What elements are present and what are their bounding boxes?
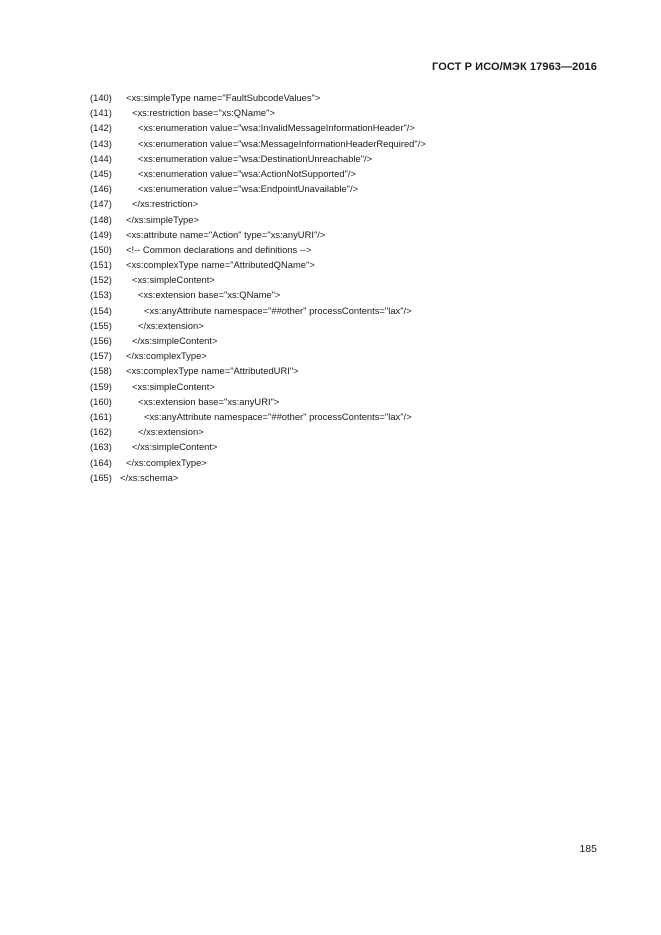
line-number: (145) bbox=[90, 167, 112, 179]
code-line bbox=[90, 318, 590, 333]
line-number: (142) bbox=[90, 122, 112, 134]
code-line bbox=[90, 257, 590, 272]
line-code: </xs:extension> bbox=[138, 319, 204, 331]
line-number: (164) bbox=[90, 456, 112, 468]
code-line bbox=[90, 379, 590, 394]
document-header bbox=[432, 61, 597, 73]
code-line bbox=[90, 136, 590, 151]
line-number: (155) bbox=[90, 319, 112, 331]
code-line bbox=[90, 227, 590, 242]
line-code: <xs:anyAttribute namespace="##other" processContents="lax"/> bbox=[144, 304, 412, 316]
code-line bbox=[90, 212, 590, 227]
code-listing bbox=[90, 90, 590, 485]
line-code: <xs:enumeration value="wsa:ActionNotSupported"/> bbox=[138, 167, 356, 179]
code-line bbox=[90, 409, 590, 424]
code-line bbox=[90, 303, 590, 318]
standard-code: ГОСТ Р ИСО/МЭК 17963—2016 bbox=[432, 61, 597, 73]
line-number: (163) bbox=[90, 441, 112, 453]
line-code: </xs:simpleContent> bbox=[132, 335, 218, 346]
line-number: (141) bbox=[90, 107, 112, 119]
code-line bbox=[90, 363, 590, 378]
line-number: (150) bbox=[90, 243, 112, 255]
line-code: </xs:simpleType> bbox=[126, 213, 199, 225]
line-code: <xs:enumeration value="wsa:DestinationUnreachable"/> bbox=[138, 152, 373, 164]
line-number: (152) bbox=[90, 274, 112, 286]
line-number: (158) bbox=[90, 365, 112, 377]
code-line bbox=[90, 470, 590, 485]
line-code: <xs:extension base="xs:QName"> bbox=[138, 289, 281, 301]
line-code: <xs:enumeration value="wsa:MessageInformationHeaderRequired"/> bbox=[138, 137, 426, 149]
code-line bbox=[90, 424, 590, 439]
line-code: <xs:attribute name="Action" type="xs:anyURI"/> bbox=[126, 228, 326, 240]
line-code: </xs:schema> bbox=[120, 471, 179, 483]
line-number: (149) bbox=[90, 228, 112, 240]
line-number: (144) bbox=[90, 152, 112, 164]
line-number: (151) bbox=[90, 259, 112, 271]
code-line bbox=[90, 151, 590, 166]
line-code: <xs:simpleContent> bbox=[132, 274, 215, 286]
code-line bbox=[90, 333, 590, 348]
code-line bbox=[90, 348, 590, 363]
line-code: </xs:extension> bbox=[138, 426, 204, 438]
code-line bbox=[90, 455, 590, 470]
line-number: (147) bbox=[90, 198, 112, 210]
code-line bbox=[90, 166, 590, 181]
line-code: </xs:simpleContent> bbox=[132, 441, 218, 453]
line-number: (156) bbox=[90, 335, 112, 346]
line-code: <xs:restriction base="xs:QName"> bbox=[132, 107, 275, 119]
line-number: (159) bbox=[90, 380, 112, 392]
line-number: (161) bbox=[90, 410, 112, 422]
line-code: <xs:enumeration value="wsa:InvalidMessageInformationHeader"/> bbox=[138, 122, 415, 134]
page-number: 185 bbox=[579, 843, 597, 855]
line-number: (148) bbox=[90, 213, 112, 225]
line-number: (165) bbox=[90, 471, 112, 483]
code-line bbox=[90, 272, 590, 287]
code-line bbox=[90, 120, 590, 135]
line-number: (162) bbox=[90, 426, 112, 438]
line-code: <xs:complexType name="AttributedURI"> bbox=[126, 365, 299, 377]
line-code: <!-- Common declarations and definitions --> bbox=[126, 243, 312, 255]
line-code: <xs:anyAttribute namespace="##other" processContents="lax"/> bbox=[144, 410, 412, 422]
line-number: (140) bbox=[90, 92, 112, 103]
line-code: <xs:complexType name="AttributedQName"> bbox=[126, 259, 315, 271]
code-line bbox=[90, 90, 590, 105]
line-number: (154) bbox=[90, 304, 112, 316]
line-code: <xs:extension base="xs:anyURI"> bbox=[138, 395, 280, 407]
line-code: <xs:enumeration value="wsa:EndpointUnavailable"/> bbox=[138, 183, 359, 195]
line-code: <xs:simpleType name="FaultSubcodeValues"> bbox=[126, 92, 321, 103]
code-line bbox=[90, 439, 590, 454]
line-number: (153) bbox=[90, 289, 112, 301]
line-number: (160) bbox=[90, 395, 112, 407]
code-line bbox=[90, 196, 590, 211]
code-line bbox=[90, 242, 590, 257]
line-code: </xs:restriction> bbox=[132, 198, 199, 210]
line-number: (143) bbox=[90, 137, 112, 149]
line-number: (157) bbox=[90, 350, 112, 362]
code-line bbox=[90, 181, 590, 196]
line-code: </xs:complexType> bbox=[126, 350, 207, 362]
line-code: <xs:simpleContent> bbox=[132, 380, 215, 392]
line-code: </xs:complexType> bbox=[126, 456, 207, 468]
code-line bbox=[90, 105, 590, 120]
line-number: (146) bbox=[90, 183, 112, 195]
code-line bbox=[90, 394, 590, 409]
code-line bbox=[90, 287, 590, 302]
